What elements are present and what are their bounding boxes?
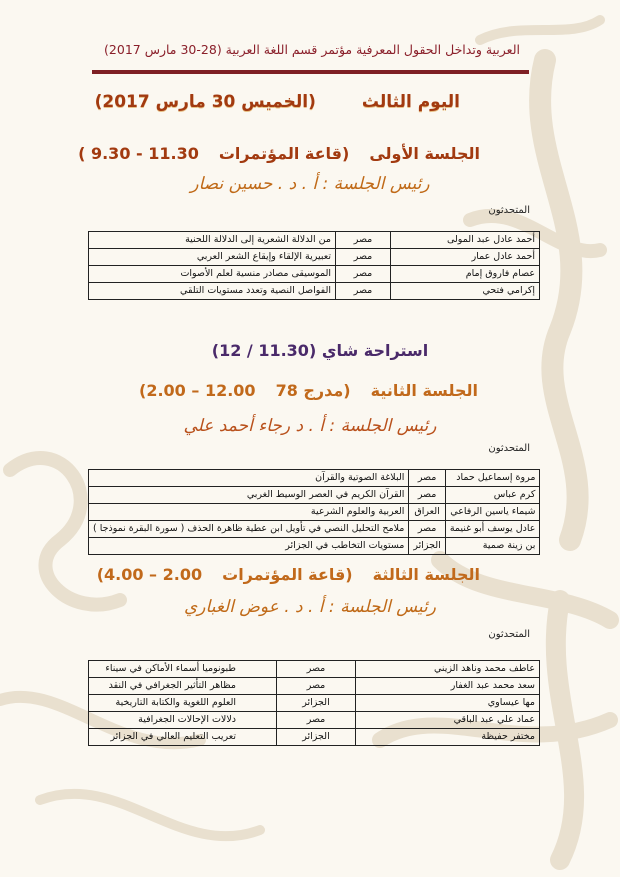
session-3-venue: (قاعة المؤتمرات xyxy=(222,565,353,584)
talk-title: من الدلالة الشعرية إلى الدلالة اللحنية xyxy=(89,232,336,249)
session-3-name: الجلسة الثالثة xyxy=(372,565,480,584)
session-2-venue: (مدرج 78 xyxy=(275,381,351,400)
header-divider xyxy=(92,70,529,74)
day-title xyxy=(94,92,460,112)
talk-title: مظاهر التأثير الجغرافي في النقد xyxy=(89,678,277,695)
speaker-country: مصر xyxy=(336,232,391,249)
session-2-heading xyxy=(139,381,478,400)
talk-title: مستويات التخاطب في الجزائر xyxy=(89,538,409,555)
speaker-country: العراق xyxy=(409,504,445,521)
session-2-speakers-label: المتحدثون xyxy=(488,443,530,454)
talk-title: الفواصل النصية وتعدد مستويات التلقي xyxy=(89,283,336,300)
session-2-time: 12.00 – 2.00) xyxy=(139,381,256,400)
talk-title: تعريب التعليم العالي في الجزائر xyxy=(89,729,277,746)
break-time: 11.30 / 12) xyxy=(211,341,309,360)
tea-break xyxy=(200,341,440,360)
speaker-name: عماد علي عبد الباقي xyxy=(356,712,540,729)
speaker-country: الجزائر xyxy=(277,729,356,746)
table-row xyxy=(89,661,540,678)
session-3-speakers-label: المتحدثون xyxy=(488,629,530,640)
day-date: (الخميس 30 مارس 2017) xyxy=(94,92,316,112)
speaker-name: مروة إسماعيل حماد xyxy=(445,470,540,487)
speaker-name: عادل يوسف أبو غنيمة xyxy=(445,521,540,538)
session-3-heading xyxy=(96,565,480,584)
talk-title: البلاغة الصوتية والقرآن xyxy=(89,470,409,487)
speaker-country: الجزائر xyxy=(277,695,356,712)
conference-header: العربية وتداخل الحقول المعرفية مؤتمر قسم اللغة العربية (28-30 مارس 2017) xyxy=(104,42,520,57)
talk-title: طبونوميا أسماء الأماكن في سيناء xyxy=(89,661,277,678)
speaker-name: مختفر حفيظة xyxy=(356,729,540,746)
speaker-name: عاطف محمد وناهد الزيني xyxy=(356,661,540,678)
session-1-speakers-label: المتحدثون xyxy=(488,205,530,216)
speaker-country: مصر xyxy=(336,266,391,283)
speaker-name: عصام فاروق إمام xyxy=(391,266,540,283)
session-1-chair: رئيس الجلسة : أ . د . حسين نصار xyxy=(190,174,430,194)
session-1-venue: (قاعة المؤتمرات xyxy=(218,144,350,163)
speaker-name: شيماء ياسين الرفاعي xyxy=(445,504,540,521)
table-row xyxy=(89,504,540,521)
speaker-name: إكرامي فتحي xyxy=(391,283,540,300)
session-2-chair: رئيس الجلسة : أ . د رجاء أحمد علي xyxy=(183,416,437,436)
talk-title: العربية والعلوم الشرعية xyxy=(89,504,409,521)
table-row xyxy=(89,521,540,538)
speaker-name: كرم عباس xyxy=(445,487,540,504)
table-row xyxy=(89,470,540,487)
session-1-table xyxy=(88,231,540,300)
table-row xyxy=(89,266,540,283)
speaker-country: مصر xyxy=(409,487,445,504)
talk-title: ملامح التحليل النصي في تأويل ابن عطية ظاهرة الحذف ( سورة البقرة نموذجا ) xyxy=(89,521,409,538)
table-row xyxy=(89,283,540,300)
table-row xyxy=(89,249,540,266)
speaker-country: مصر xyxy=(277,678,356,695)
table-row xyxy=(89,729,540,746)
session-3-chair: رئيس الجلسة : أ . د . عوض الغباري xyxy=(184,597,436,617)
session-2-name: الجلسة الثانية xyxy=(370,381,478,400)
speaker-country: مصر xyxy=(409,470,445,487)
speaker-country: مصر xyxy=(277,712,356,729)
speaker-country: مصر xyxy=(277,661,356,678)
table-row xyxy=(89,695,540,712)
table-row xyxy=(89,538,540,555)
talk-title: الموسيقى مصادر منسية لعلم الأصوات xyxy=(89,266,336,283)
session-2-table xyxy=(88,469,540,555)
session-1-heading xyxy=(78,144,480,163)
speaker-name: أحمد عادل عبد المولى xyxy=(391,232,540,249)
break-label: استراحة شاي ( xyxy=(308,341,429,360)
session-1-time: 11.30 - 9.30 ) xyxy=(78,144,199,163)
speaker-country: مصر xyxy=(336,249,391,266)
day-name: اليوم الثالث xyxy=(361,92,460,112)
table-row xyxy=(89,712,540,729)
session-1-name: الجلسة الأولى xyxy=(369,144,480,163)
speaker-name: سعد محمد عبد الغفار xyxy=(356,678,540,695)
speaker-country: الجزائر xyxy=(409,538,445,555)
table-row xyxy=(89,232,540,249)
speaker-name: أحمد عادل عمار xyxy=(391,249,540,266)
session-3-time: 2.00 – 4.00) xyxy=(96,565,203,584)
session-3-table xyxy=(88,660,540,746)
speaker-name: مها عيساوي xyxy=(356,695,540,712)
talk-title: العلوم اللغوية والكتابة التاريخية xyxy=(89,695,277,712)
talk-title: القرآن الكريم في العصر الوسيط الغربي xyxy=(89,487,409,504)
table-row xyxy=(89,487,540,504)
table-row xyxy=(89,678,540,695)
speaker-name: بن زينة صمية xyxy=(445,538,540,555)
talk-title: تعبيرية الإلقاء وإيقاع الشعر العربي xyxy=(89,249,336,266)
talk-title: دلالات الإحالات الجغرافية xyxy=(89,712,277,729)
speaker-country: مصر xyxy=(409,521,445,538)
speaker-country: مصر xyxy=(336,283,391,300)
